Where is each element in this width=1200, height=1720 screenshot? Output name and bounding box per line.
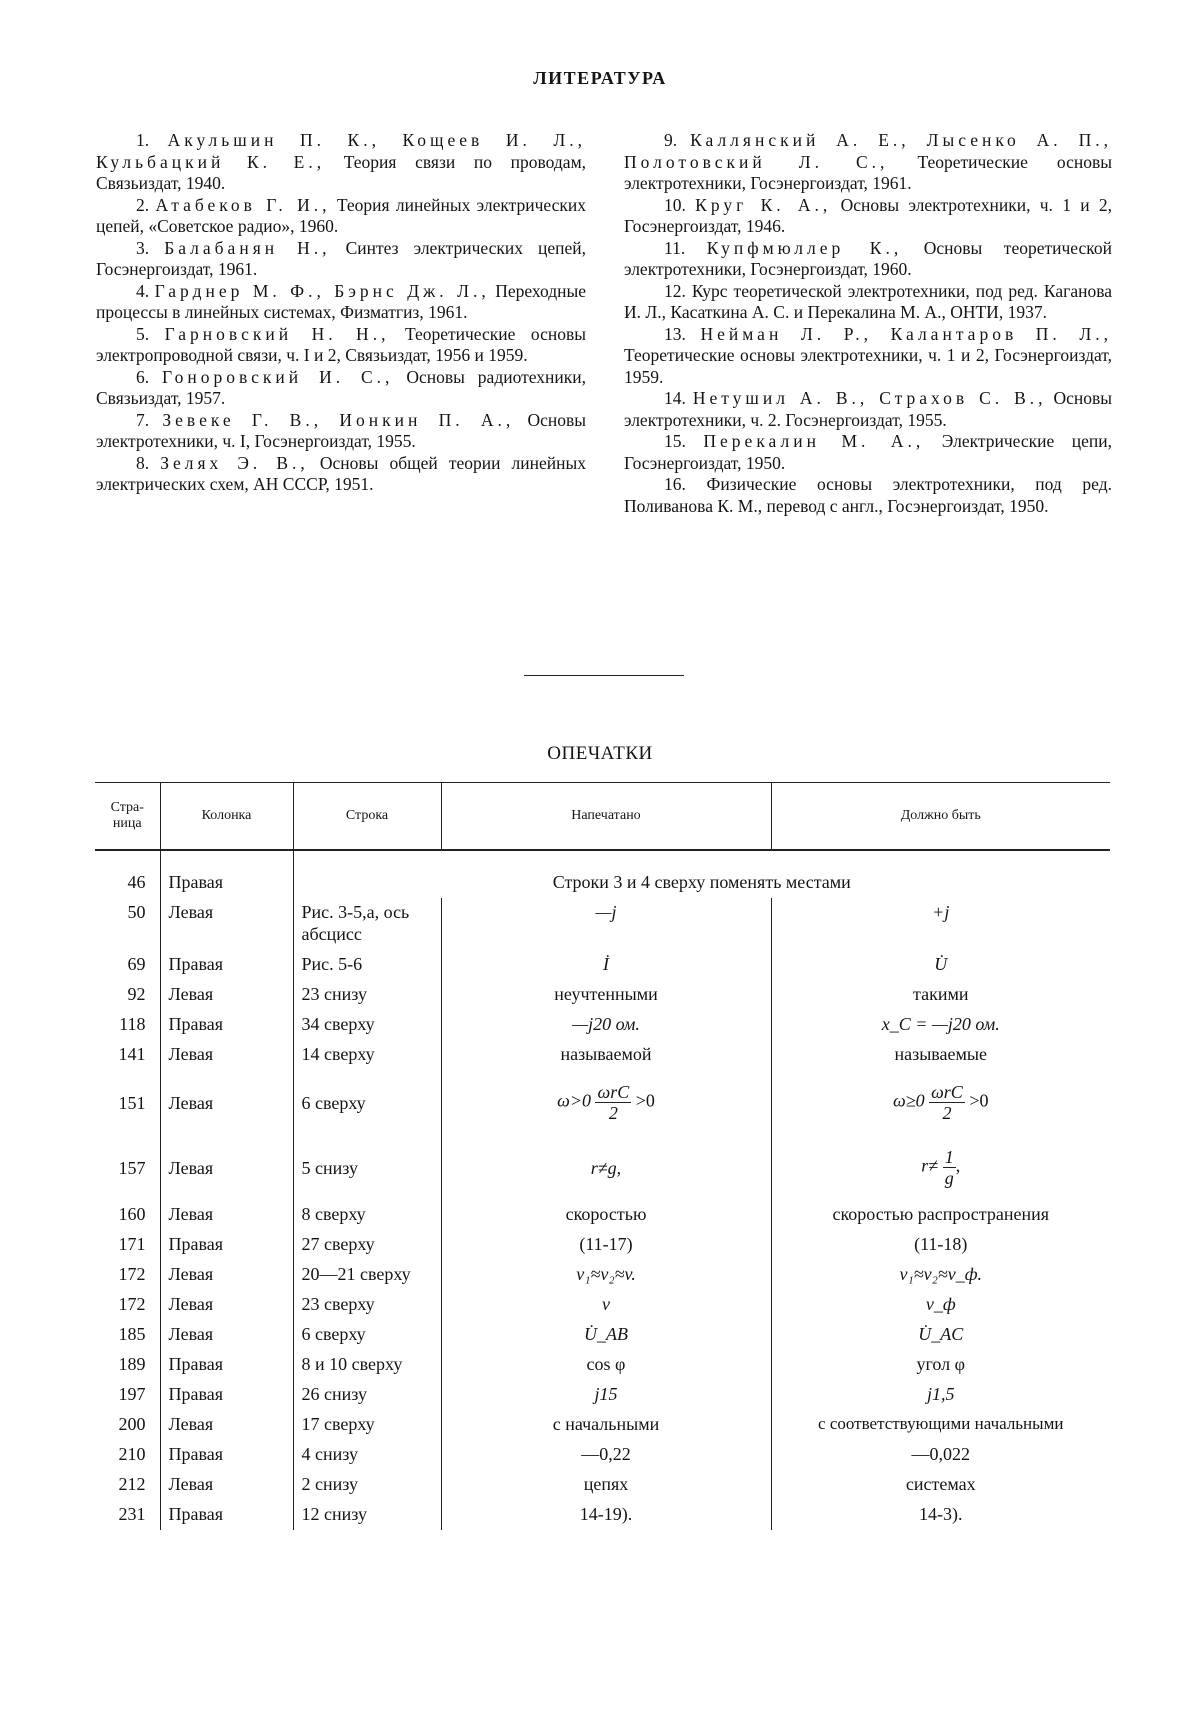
- cell-printed: v₁≈v₂≈v.: [441, 1260, 771, 1290]
- cell-column: Правая: [160, 850, 293, 898]
- cell-page: 92: [127, 984, 146, 1004]
- cell-should-be: ω≥0 $\frac{\text{ωrC}}{2}$ >0: [771, 1070, 1110, 1135]
- cell-column: Правая: [160, 1380, 293, 1410]
- cell-page: 160: [118, 1204, 146, 1224]
- cell-printed: неучтенными: [441, 980, 771, 1010]
- cell-page: 172: [118, 1294, 146, 1314]
- cell-line: 23 сверху: [293, 1290, 441, 1320]
- cell-should-be: U̇: [771, 950, 1110, 980]
- errata-table: [95, 782, 1110, 1530]
- cell-column: Левая: [160, 1320, 293, 1350]
- table-row: [95, 1470, 1110, 1500]
- cell-line: 4 снизу: [293, 1440, 441, 1470]
- table-row: [95, 1040, 1110, 1070]
- cell-page: 231: [118, 1504, 146, 1524]
- cell-column: Левая: [160, 1200, 293, 1230]
- cell-should-be: +j: [771, 898, 1110, 950]
- cell-line: 14 сверху: [293, 1040, 441, 1070]
- cell-should-be: (11-18): [771, 1230, 1110, 1260]
- reference-item: 2. Атабеков Г. И., Теория линейных электрических цепей, «Советское радио», 1960.: [96, 194, 587, 236]
- cell-printed: называемой: [441, 1040, 771, 1070]
- reference-item: 11. Купфмюллер К., Основы теоретической электротехники, Госэнергоиздат, 1960.: [624, 237, 1113, 279]
- cell-line: Рис. 3-5,а, ось абсцисс: [293, 898, 441, 950]
- cell-column: Правая: [160, 1500, 293, 1530]
- cell-printed: ω>0 $\frac{\text{ωrC}}{2}$ >0: [441, 1070, 771, 1135]
- cell-page: 210: [118, 1444, 146, 1464]
- table-row: [95, 1200, 1110, 1230]
- table-row: [95, 1410, 1110, 1440]
- cell-column: Левая: [160, 1410, 293, 1440]
- reference-item: 3. Балабанян Н., Синтез электрических цепей, Госэнергоиздат, 1961.: [96, 237, 587, 279]
- cell-should-be: v₁≈v₂≈v_ф.: [771, 1260, 1110, 1290]
- cell-column: Левая: [160, 898, 293, 950]
- header-printed: Напечатано: [441, 783, 771, 851]
- cell-column: Левая: [160, 1135, 293, 1200]
- cell-page: 50: [127, 902, 146, 922]
- header-should-be: Должно быть: [771, 783, 1110, 851]
- cell-page: 46: [127, 872, 146, 892]
- cell-column: Правая: [160, 1010, 293, 1040]
- cell-should-be: системах: [771, 1470, 1110, 1500]
- cell-column: Левая: [160, 1290, 293, 1320]
- cell-printed: с начальными: [441, 1410, 771, 1440]
- cell-line: 5 снизу: [293, 1135, 441, 1200]
- errata-header-row: [95, 783, 1110, 851]
- cell-page: 151: [118, 1092, 146, 1113]
- cell-page: 197: [118, 1384, 146, 1404]
- references-right-column: [624, 130, 1112, 517]
- table-row: [95, 1500, 1110, 1530]
- header-page: Стра-ница: [95, 783, 160, 851]
- cell-page: 189: [118, 1354, 146, 1374]
- cell-should-be: скоростью распространения: [771, 1200, 1110, 1230]
- header-line: Строка: [293, 783, 441, 851]
- cell-column: Левая: [160, 1470, 293, 1500]
- cell-should-be: угол φ: [771, 1350, 1110, 1380]
- cell-line: 2 снизу: [293, 1470, 441, 1500]
- cell-page: 118: [119, 1014, 146, 1034]
- table-row: [95, 850, 1110, 898]
- cell-column: Правая: [160, 950, 293, 980]
- cell-should-be: такими: [771, 980, 1110, 1010]
- reference-item: 1. Акульшин П. К., Кощеев И. Л., Кульбацкий К. Е., Теория связи по проводам, Связьиздат, 1940.: [96, 130, 587, 193]
- cell-column: Правая: [160, 1440, 293, 1470]
- cell-printed: цепях: [441, 1470, 771, 1500]
- table-row: [95, 1440, 1110, 1470]
- cell-printed: —j20 ом.: [441, 1010, 771, 1040]
- table-row: [95, 1290, 1110, 1320]
- reference-item: 13. Нейман Л. Р., Калантаров П. Л., Теоретические основы электротехники, ч. 1 и 2, Госэнергоиздат, 1959.: [624, 323, 1112, 387]
- cell-should-be: r≠ $\frac{1}{g}$ ,: [771, 1135, 1110, 1200]
- cell-column: Правая: [160, 1350, 293, 1380]
- cell-page: 69: [127, 954, 146, 974]
- reference-item: 16. Физические основы электротехники, под ред. Поливанова К. М., перевод с англ., Госэнергоиздат, 1950.: [624, 474, 1112, 516]
- cell-note: Строки 3 и 4 сверху поменять местами: [293, 850, 1110, 898]
- cell-printed: —0,22: [441, 1440, 771, 1470]
- cell-line: 12 снизу: [293, 1500, 441, 1530]
- table-row: [95, 898, 1110, 950]
- cell-printed: r≠g,: [441, 1135, 771, 1200]
- cell-page: 212: [118, 1474, 146, 1494]
- cell-line: 26 снизу: [293, 1380, 441, 1410]
- reference-item: 5. Гарновский Н. Н., Теоретические основы электропроводной связи, ч. I и 2, Связьиздат, 1956 и 1959.: [96, 323, 586, 365]
- errata-title: ОПЕЧАТКИ: [547, 743, 653, 764]
- cell-printed: v: [441, 1290, 771, 1320]
- cell-column: Левая: [160, 1260, 293, 1290]
- cell-line: 6 сверху: [293, 1070, 441, 1135]
- table-row: [95, 1070, 1110, 1135]
- reference-item: 12. Курс теоретической электротехники, под ред. Каганова И. Л., Касаткина А. С. и Перекалина М. А., ОНТИ, 1937.: [624, 280, 1112, 322]
- cell-line: Рис. 5-6: [293, 950, 441, 980]
- cell-should-be: называемые: [771, 1040, 1110, 1070]
- table-row: [95, 1320, 1110, 1350]
- cell-should-be: с соответствующими начальными: [771, 1410, 1110, 1440]
- cell-page: 171: [118, 1234, 146, 1254]
- cell-printed: j15: [441, 1380, 771, 1410]
- cell-column: Левая: [160, 1040, 293, 1070]
- cell-line: 34 сверху: [293, 1010, 441, 1040]
- cell-line: 17 сверху: [293, 1410, 441, 1440]
- references-left-column: [96, 130, 586, 496]
- table-row: [95, 1350, 1110, 1380]
- reference-item: 10. Круг К. А., Основы электротехники, ч. 1 и 2, Госэнергоиздат, 1946.: [624, 194, 1113, 236]
- cell-printed: U̇_AB: [441, 1320, 771, 1350]
- cell-page: 200: [118, 1414, 146, 1434]
- reference-item: 14. Нетушил А. В., Страхов С. В., Основы электротехники, ч. 2. Госэнергоиздат, 1955.: [624, 388, 1113, 430]
- header-column: Колонка: [160, 783, 293, 851]
- cell-printed: cos φ: [441, 1350, 771, 1380]
- cell-line: 6 сверху: [293, 1320, 441, 1350]
- cell-column: Левая: [160, 1070, 293, 1135]
- cell-printed: —j: [441, 898, 771, 950]
- cell-line: 27 сверху: [293, 1230, 441, 1260]
- table-row: [95, 1260, 1110, 1290]
- cell-should-be: v_ф: [771, 1290, 1110, 1320]
- table-row: [95, 1380, 1110, 1410]
- cell-column: Правая: [160, 1230, 293, 1260]
- reference-item: 7. Зевеке Г. В., Ионкин П. А., Основы электротехники, ч. I, Госэнергоиздат, 1955.: [96, 409, 587, 451]
- table-row: [95, 1010, 1110, 1040]
- cell-page: 172: [118, 1264, 146, 1284]
- table-row: [95, 950, 1110, 980]
- reference-item: 15. Перекалин М. А., Электрические цепи, Госэнергоиздат, 1950.: [624, 431, 1113, 473]
- cell-line: 20—21 сверху: [293, 1260, 441, 1290]
- cell-should-be: —0,022: [771, 1440, 1110, 1470]
- reference-item: 9. Каллянский А. Е., Лысенко А. П., Полотовский Л. С., Теоретические основы электротехники, Госэнергоиздат, 1961.: [624, 130, 1113, 193]
- cell-should-be: x_C = —j20 ом.: [771, 1010, 1110, 1040]
- reference-item: 6. Гоноровский И. С., Основы радиотехники, Связьиздат, 1957.: [96, 366, 587, 408]
- cell-column: Левая: [160, 980, 293, 1010]
- cell-page: 157: [118, 1157, 146, 1178]
- cell-line: 8 и 10 сверху: [293, 1350, 441, 1380]
- table-row: [95, 980, 1110, 1010]
- cell-page: 185: [118, 1324, 146, 1344]
- cell-should-be: j1,5: [771, 1380, 1110, 1410]
- reference-item: 8. Зелях Э. В., Основы общей теории линейных электрических схем, АН СССР, 1951.: [96, 452, 587, 494]
- cell-printed: скоростью: [441, 1200, 771, 1230]
- literature-title: ЛИТЕРАТУРА: [533, 68, 667, 88]
- reference-item: 4. Гарднер М. Ф., Бэрнс Дж. Л., Переходные процессы в линейных системах, Физматгиз, 1961.: [96, 280, 587, 322]
- cell-should-be: 14-3).: [771, 1500, 1110, 1530]
- cell-printed: 14-19).: [441, 1500, 771, 1530]
- cell-line: 23 снизу: [293, 980, 441, 1010]
- cell-page: 141: [118, 1044, 146, 1064]
- table-row: [95, 1230, 1110, 1260]
- cell-printed: (11-17): [441, 1230, 771, 1260]
- table-row: [95, 1135, 1110, 1200]
- cell-line: 8 сверху: [293, 1200, 441, 1230]
- cell-printed: İ: [441, 950, 771, 980]
- section-divider: [524, 675, 684, 676]
- cell-should-be: U̇_AC: [771, 1320, 1110, 1350]
